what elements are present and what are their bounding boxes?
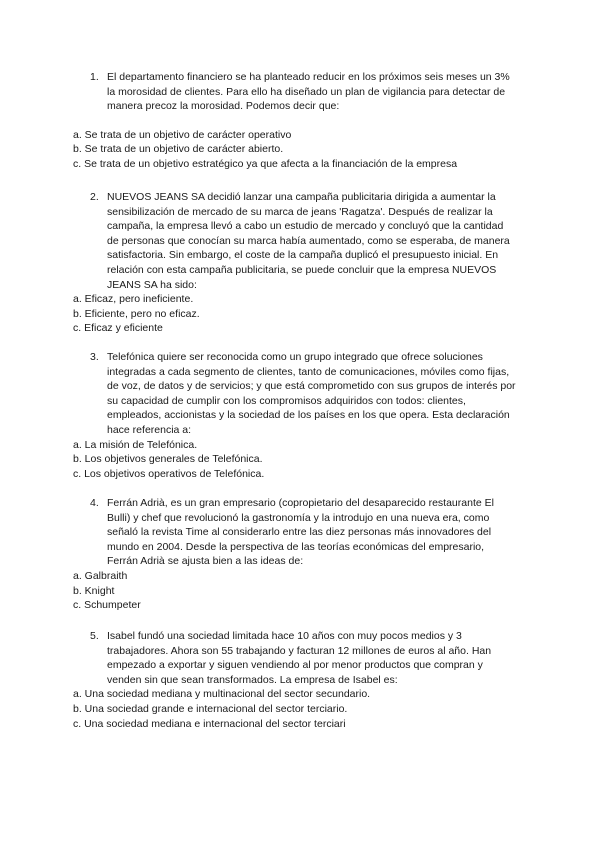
option-b[interactable]: b. Los objetivos generales de Telefónica.: [73, 453, 263, 466]
options-list: [73, 687, 600, 731]
option-c[interactable]: c. Se trata de un objetivo estratégico ya que afecta a la financiación de la empresa: [73, 157, 458, 170]
option-a[interactable]: a. Se trata de un objetivo de carácter operativo: [73, 128, 292, 141]
question-number: 5.: [90, 630, 99, 642]
option-c[interactable]: c. Eficaz y eficiente: [73, 322, 163, 335]
option-b[interactable]: b. Knight: [73, 584, 115, 597]
question-5: [0, 629, 600, 731]
question-text: NUEVOS JEANS SA decidió lanzar una campaña publicitaria dirigida a aumentar la sensibilización de mercado de su marca de jeans 'Ragatza'. Después de realizar la campaña, la empresa llevó a cabo un estudio de mercado y concluyó que la cantidad de personas que conocían su marca había aumentado, como se esperaba, de manera satisfactoria. Sin embargo, el coste de la campaña duplicó el presupuesto inicial. En relación con esta campaña publicitaria, se puede concluir que la empresa NUEVOS JEANS SA ha sido:: [107, 191, 510, 291]
option-a[interactable]: a. La misión de Telefónica.: [73, 438, 198, 451]
question-3: [0, 350, 600, 481]
option-b[interactable]: b. Eficiente, pero no eficaz.: [73, 307, 200, 320]
question-text: Telefónica quiere ser reconocida como un grupo integrado que ofrece soluciones integradas a cada segmento de clientes, tanto de comunicaciones, móviles como fijas, de voz, de datos y de servicios; y que está comprometido con sus grupos de interés por su capacidad de cumplir con los compromisos adquiridos con todos: clientes, empleados, accionistas y la sociedad de los países en los que opera. Esta declaración hace referencia a:: [107, 351, 516, 436]
question-1: [0, 70, 600, 172]
options-list: [73, 128, 600, 172]
question-number: 3.: [90, 351, 99, 363]
question-text: Ferrán Adrià, es un gran empresario (copropietario del desaparecido restaurante El Bulli) y chef que revolucionó la gastronomía y la introdujo en una nueva era, como señaló la revista Time al considerarlo entre las diez personas más innovadores del mundo en 2004. Desde la perspectiva de las teorías económicas del empresario, Ferrán Adrià se ajusta bien a las ideas de:: [107, 497, 494, 568]
options-list: [73, 569, 600, 613]
question-2: [0, 190, 600, 336]
question-number: 4.: [90, 497, 99, 509]
option-a[interactable]: a. Eficaz, pero ineficiente.: [73, 293, 194, 306]
option-a[interactable]: a. Galbraith: [73, 569, 128, 582]
option-b[interactable]: b. Una sociedad grande e internacional del sector terciario.: [73, 702, 348, 715]
question-number: 1.: [90, 71, 99, 83]
option-c[interactable]: c. Schumpeter: [73, 599, 141, 612]
question-number: 2.: [90, 191, 99, 203]
option-a[interactable]: a. Una sociedad mediana y multinacional del sector secundario.: [73, 688, 371, 701]
options-list: [73, 438, 600, 482]
options-list: [73, 292, 600, 336]
option-b[interactable]: b. Se trata de un objetivo de carácter abierto.: [73, 143, 284, 156]
question-4: [0, 496, 600, 613]
option-c[interactable]: c. Los objetivos operativos de Telefónica.: [73, 467, 265, 480]
option-c[interactable]: c. Una sociedad mediana e internacional del sector terciari: [73, 717, 346, 730]
question-text: Isabel fundó una sociedad limitada hace 10 años con muy pocos medios y 3 trabajadores. Ahora son 55 trabajando y facturan 12 millones de euros al año. Han empezado a exportar y siguen vendiendo al por menor productos que compran y venden sin que sean transformados. La empresa de Isabel es:: [107, 630, 492, 686]
question-text: El departamento financiero se ha planteado reducir en los próximos seis meses un 3% la morosidad de clientes. Para ello ha diseñado un plan de vigilancia para detectar de manera precoz la morosidad. Podemos decir que:: [107, 71, 510, 113]
